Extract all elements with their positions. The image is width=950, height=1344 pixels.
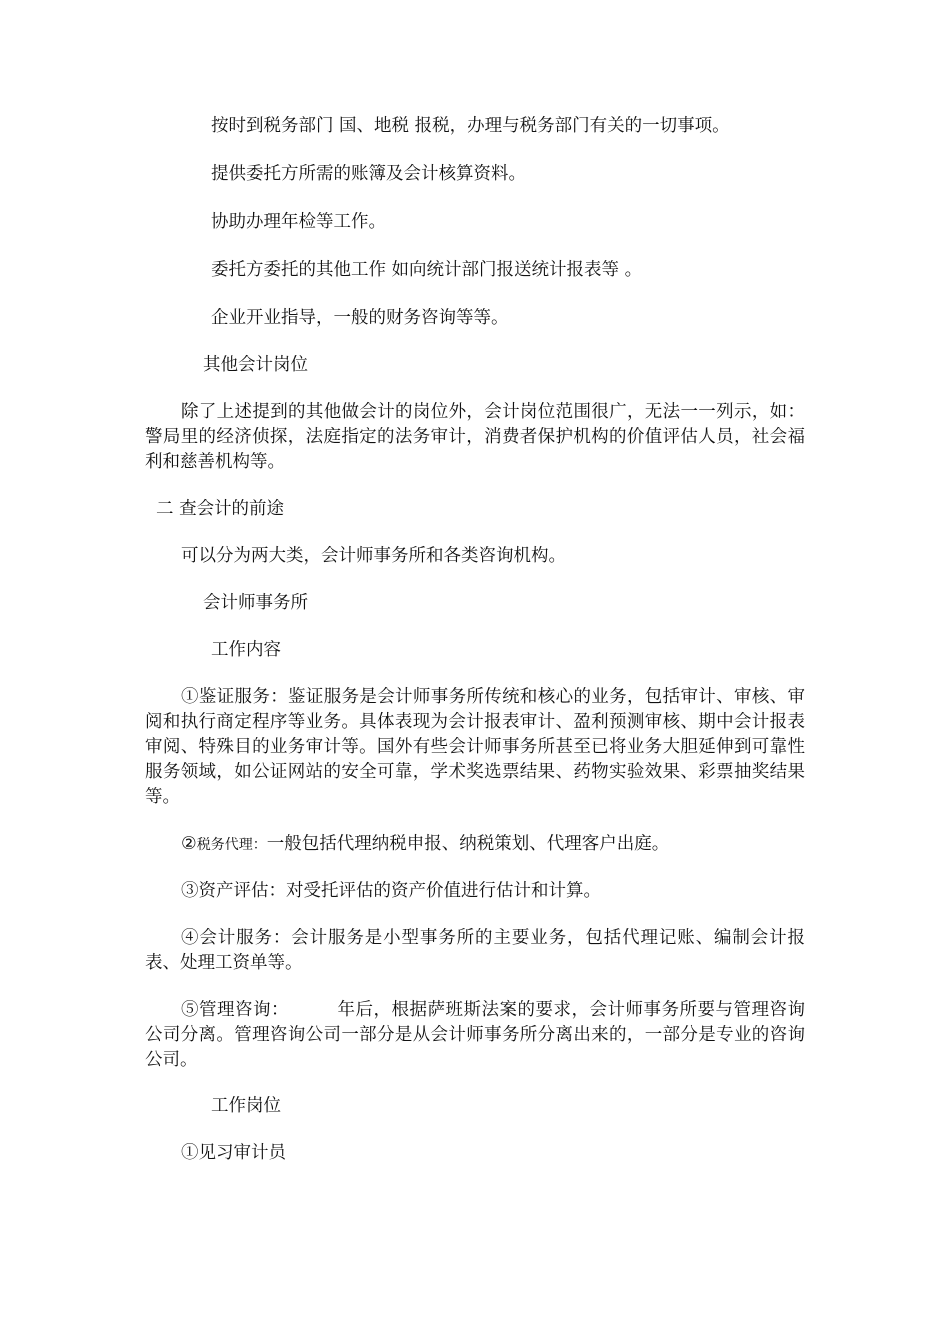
heading-work-content: 工作内容	[211, 640, 281, 660]
text-line-other-work: 委托方委托的其他工作 如向统计部门报送统计报表等 。	[211, 260, 643, 280]
paragraph-assurance-services: ①鉴证服务：鉴证服务是会计师事务所传统和核心的业务，包括审计、审核、审阅和执行商定程序等业务。具体表现为会计报表审计、盈利预测审核、期中会计报表审阅、特殊目的业务审计等。国外有些会计师事务所甚至已将业务大胆延伸到可靠性服务领域，如公证网站的安全可靠，学术奖选票结果、药物实验效果、彩票抽奖结果等。	[145, 687, 805, 807]
paragraph-management-consulting	[145, 998, 805, 1073]
paragraph-accounting-services: ④会计服务：会计服务是小型事务所的主要业务，包括代理记账、编制会计报表、处理工资单等。	[145, 928, 805, 973]
text-line-asset-valuation: ③资产评估：对受托评估的资产价值进行估计和计算。	[181, 881, 601, 901]
tax-label: 税务代理：	[196, 837, 267, 853]
heading-other-posts: 其他会计岗位	[203, 355, 308, 375]
heading-section-two: 二 查会计的前途	[156, 499, 285, 519]
heading-work-positions: 工作岗位	[211, 1096, 281, 1116]
text-line-startup-guidance: 企业开业指导，一般的财务咨询等等。	[211, 308, 509, 328]
heading-accounting-firm: 会计师事务所	[203, 593, 308, 613]
tax-text: 一般包括代理纳税申报、纳税策划、代理客户出庭。	[266, 834, 670, 854]
text-line-tax-filing: 按时到税务部门 国、地税 报税，办理与税务部门有关的一切事项。	[211, 116, 730, 136]
mgmt-prefix: ⑤管理咨询：	[181, 1000, 289, 1020]
text-line-intern-auditor: ①见习审计员	[181, 1143, 286, 1163]
text-line-two-types: 可以分为两大类，会计师事务所和各类咨询机构。	[181, 546, 566, 566]
text-line-annual-inspection: 协助办理年检等工作。	[211, 212, 386, 232]
paragraph-other-posts: 除了上述提到的其他做会计的岗位外，会计岗位范围很广，无法一一列示，如：警局里的经济侦探，法庭指定的法务审计，消费者保护机构的价值评估人员，社会福利和慈善机构等。	[145, 402, 805, 472]
mgmt-text: 年后，根据萨班斯法案的要求，会计师事务所要与管理咨询公司分离。管理咨询公司一部分是从会计师事务所分离出来的，一部分是专业的咨询公司。	[145, 1000, 805, 1070]
text-line-books: 提供委托方所需的账簿及会计核算资料。	[211, 164, 526, 184]
text-line-tax-agency	[181, 832, 669, 858]
tax-prefix: ②	[181, 834, 197, 854]
